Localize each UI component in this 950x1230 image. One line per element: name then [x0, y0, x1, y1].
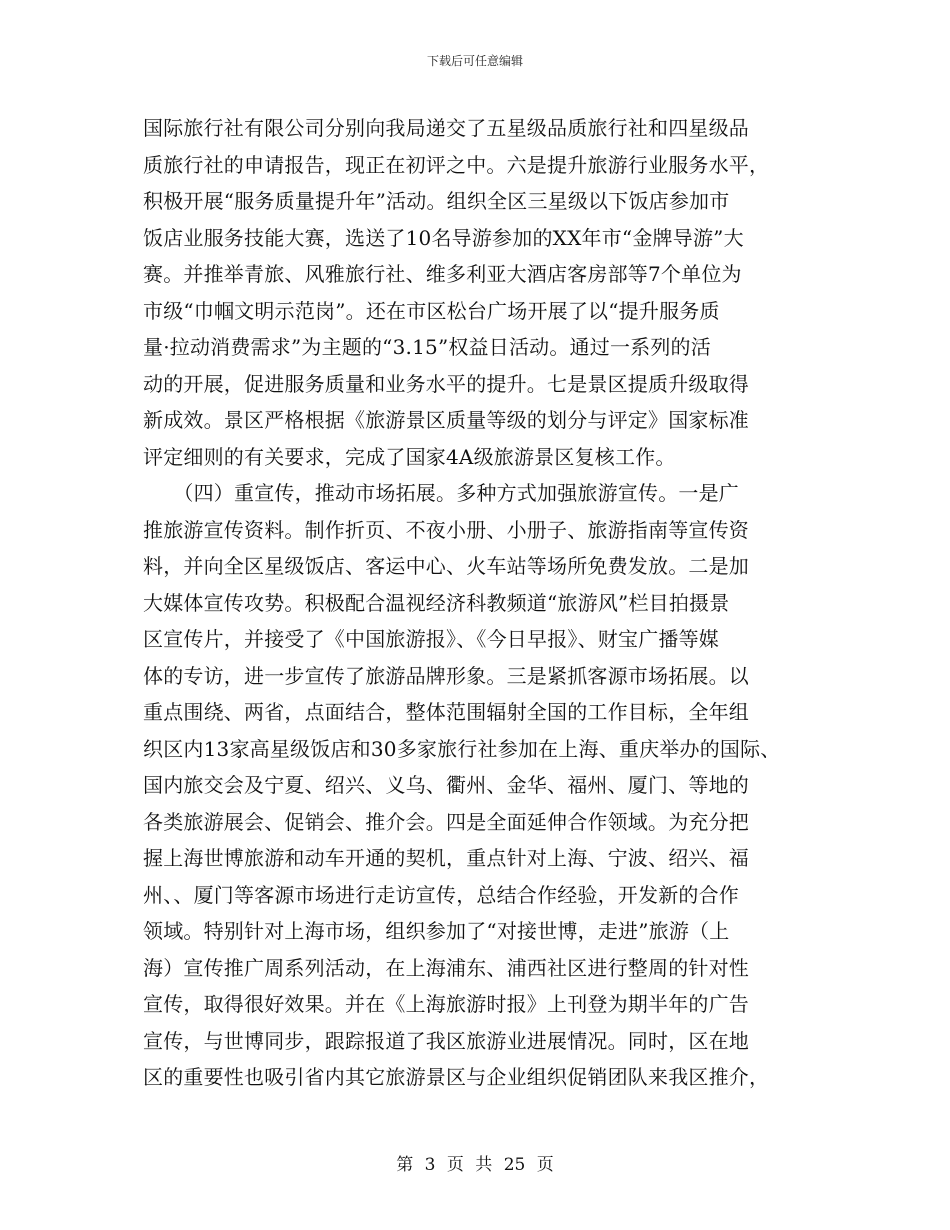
text-line: 各类旅游展会、促销会、推介会。四是全面延伸合作领域。为充分把	[143, 809, 749, 834]
text-line: 州、、厦门等客源市场进行走访宣传，总结合作经验，开发新的合作	[143, 882, 739, 907]
text-line: 区的重要性也吸引省内其它旅游景区与企业组织促销团队来我区推介，	[143, 1065, 770, 1089]
text-line: 宣传，取得很好效果。并在《上海旅游时报》上刊登为期半年的广告	[143, 992, 749, 1016]
text-line: 新成效。景区严格根据《旅游景区质量等级的划分与评定》国家标准	[143, 408, 749, 432]
text-line: 积极开展“服务质量提升年”活动。组织全区三星级以下饭店参加市	[143, 189, 730, 213]
text-line: 体的专访，进一步宣传了旅游品牌形象。三是紧抓客源市场拓展。以	[143, 663, 749, 688]
text-line: 市级“巾帼文明示范岗”。还在市区松台广场开展了以“提升服务质	[143, 298, 720, 323]
text-line: 国内旅交会及宁夏、绍兴、义乌、衢州、金华、福州、厦门、等地的	[143, 773, 749, 797]
text-line: 质旅行社的申请报告，现正在初评之中。六是提升旅游行业服务水平，	[143, 152, 770, 177]
page-header-note: 下载后可任意编辑	[426, 54, 523, 68]
text-line: 料，并向全区星级饭店、客运中心、火车站等场所免费发放。二是加	[143, 554, 749, 578]
text-line: 区宣传片，并接受了《中国旅游报》、《今日早报》、财宝广播等媒	[143, 627, 719, 651]
text-line: 海）宣传推广周系列活动，在上海浦东、浦西社区进行整周的针对性	[143, 955, 749, 980]
text-line: 宣传，与世博同步，跟踪报道了我区旅游业进展情况。同时，区在地	[143, 1028, 749, 1053]
text-line: 国际旅行社有限公司分别向我局递交了五星级品质旅行社和四星级品	[143, 116, 749, 140]
text-line: 大媒体宣传攻势。积极配合温视经济科教频道“旅游风”栏目拍摄景	[143, 590, 730, 615]
text-line: 动的开展，促进服务质量和业务水平的提升。七是景区提质升级取得	[143, 371, 749, 396]
text-line: 饭店业服务技能大赛，选送了10名导游参加的XX年市“金牌导游”大	[143, 225, 744, 250]
text-line: 赛。并推举青旅、风雅旅行社、维多利亚大酒店客房部等7个单位为	[143, 262, 742, 286]
text-line: （四）重宣传，推动市场拓展。多种方式加强旅游宣传。一是广	[143, 481, 739, 505]
text-line: 推旅游宣传资料。制作折页、不夜小册、小册子、旅游指南等宣传资	[143, 517, 749, 542]
text-line: 量·拉动消费需求”为主题的“3.15”权益日活动。通过一系列的活	[143, 335, 711, 359]
document-body	[143, 110, 833, 1096]
text-line: 重点围绕、两省，点面结合，整体范围辐射全国的工作目标，全年组	[143, 700, 749, 724]
text-line: 评定细则的有关要求，完成了国家4A级旅游景区复核工作。	[143, 444, 676, 469]
text-line: 领域。特别针对上海市场，组织参加了“对接世博，走进”旅游（上	[143, 919, 730, 943]
text-line: 握上海世博旅游和动车开通的契机，重点针对上海、宁波、绍兴、福	[143, 846, 749, 870]
page-number-footer: 第 3 页 共 25 页	[396, 1155, 554, 1175]
text-line: 织区内13家高星级饭店和30多家旅行社参加在上海、重庆举办的国际、	[143, 736, 781, 761]
